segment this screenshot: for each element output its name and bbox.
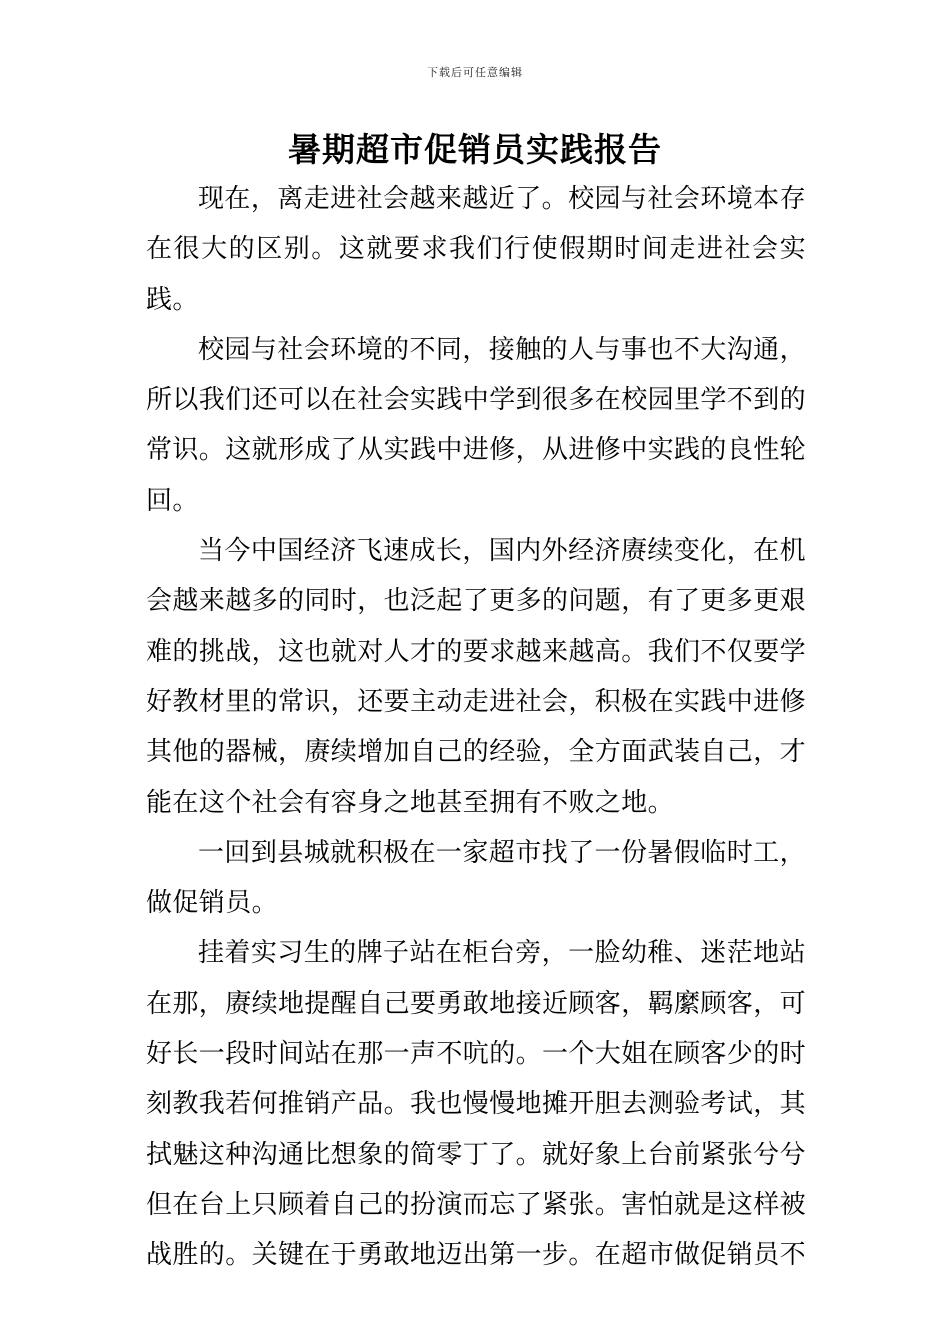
paragraph: 挂着实习生的牌子站在柜台旁，一脸幼稚、迷茫地站在那，赓续地提醒自己要勇敢地接近顾客，羁縻顾客，可好长一段时间站在那一声不吭的。一个大姐在顾客少的时刻教我若何推销产品。我也慢慢地摊开胆去测验考试，其拭魅这种沟通比想象的简零丁了。就好象上台前紧张兮兮但在台上只顾着自己的扮演而忘了紧张。害怕就是这样被战胜的。关键在于勇敢地迈出第一步。在超市做促销员不 xyxy=(146,938,807,1271)
paragraph: 现在，离走进社会越来越近了。校园与社会环境本存在很大的区别。这就要求我们行使假期时间走进社会实践。 xyxy=(146,184,806,315)
paragraph: 当今中国经济飞速成长，国内外经济赓续变化，在机会越来越多的同时，也泛起了更多的问题，有了更多更艰难的挑战，这也就对人才的要求越来越高。我们不仅要学好教材里的常识，还要主动走进社会，积极在实践中进修其他的器械，赓续增加自己的经验，全方面武装自己，才能在这个社会有容身之地甚至拥有不败之地。 xyxy=(146,536,807,818)
document-body xyxy=(146,174,806,1281)
document-title: 暑期超市促销员实践报告 xyxy=(288,130,662,169)
paragraph: 一回到县城就积极在一家超市找了一份暑假临时工，做促销员。 xyxy=(146,837,806,919)
paragraph: 校园与社会环境的不同，接触的人与事也不大沟通，所以我们还可以在社会实践中学到很多在校园里学不到的常识。这就形成了从实践中进修，从进修中实践的良性轮回。 xyxy=(146,334,807,516)
header-note: 下载后可任意编辑 xyxy=(427,66,523,79)
